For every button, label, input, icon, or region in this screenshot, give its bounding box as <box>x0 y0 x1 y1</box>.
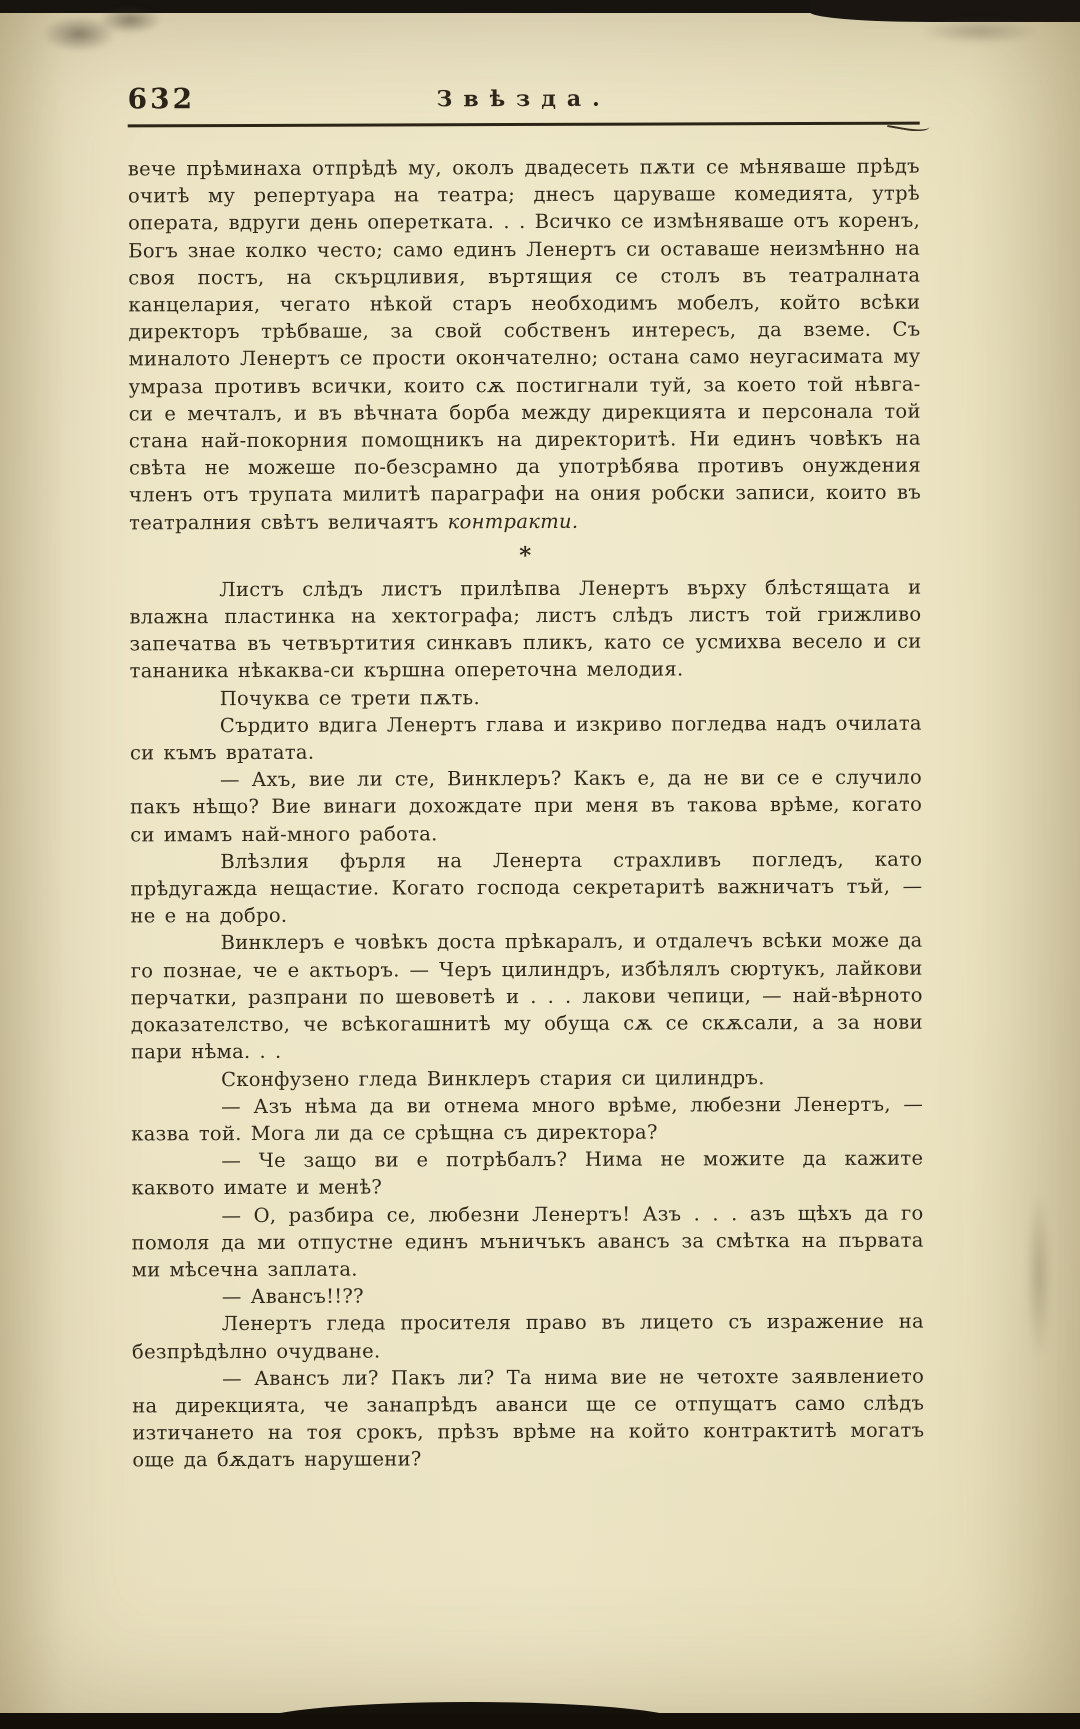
paragraph-dialogue: — Авансъ!!?? <box>221 1284 364 1309</box>
paper-stain <box>1026 1190 1052 1360</box>
scan-edge-top <box>0 0 1080 13</box>
paragraph-dialogue: — Азъ нѣма да ви отнема много врѣме, любезни Ленертъ, — казва той. Мога ли да се срѣщна съ директора? <box>131 1092 924 1146</box>
section-separator-asterisk: * <box>519 541 532 569</box>
paragraph-continuation <box>128 153 921 537</box>
paper-stain <box>98 6 162 34</box>
scan-edge-bottom <box>0 1713 1080 1729</box>
page-content <box>128 77 925 1474</box>
paragraph: Винклеръ е човѣкъ доста прѣкаралъ, и отдалечъ всѣки може да го познае, че е актьоръ. — Черъ цилиндръ, избѣлялъ сюртукъ, лайкови перчатки, разпрани по шевоветѣ и . . . лакови чепици, — най-вѣрното доказателство, че всѣкогашнитѣ му обуща сѫ се скѫсали, а за нови пари нѣма. . . <box>130 929 923 1064</box>
paragraph-dialogue: — Ахъ, вие ли сте, Винклеръ? Какъ е, да не ви се е случило пакъ нѣщо? Вие винаги дохождате при меня въ такова врѣме, когато си имамъ най-много работа. <box>130 765 923 847</box>
paragraph: Влѣзлия фърля на Ленерта страхливъ погледъ, като прѣдугажда нещастие. Когато господа секретаритѣ важничатъ тъй, — не е на добро. <box>130 847 923 928</box>
paragraph: Сконфузено гледа Винклеръ стария си цилиндръ. <box>221 1065 765 1091</box>
paper-stain <box>920 18 1040 44</box>
page-header <box>128 77 920 116</box>
header-rule <box>128 122 920 128</box>
paragraph: Листъ слѣдъ листъ прилѣпва Ленертъ върху блѣстящата и влажна пластинка на хектографа; листъ слѣдъ листъ той грижливо запечатва въ четвъртития синкавъ пликъ, като се усмихва весело и си тананика нѣкаква-си кършна опереточна мелодия. <box>129 575 922 683</box>
paragraph-dialogue: — О, разбира се, любезни Ленертъ! Азъ . . . азъ щѣхъ да го помоля да ми отпустне единъ мъничъкъ авансъ за смѣтка на първата ми мѣсечна заплата. <box>131 1201 924 1282</box>
scan-edge-top-right <box>810 0 1080 22</box>
paragraph-dialogue: — Че защо ви е потрѣбалъ? Нима не можите да кажите каквото имате и менѣ? <box>131 1146 924 1200</box>
page-number: 632 <box>127 82 196 116</box>
paragraph: Ленертъ гледа просителя право въ лицето съ изражение на безпрѣдѣлно очудване. <box>131 1309 924 1363</box>
paragraph-text: вече прѣминаха отпрѣдѣ му, околъ двадесеть пѫти се мѣняваше прѣдъ очитѣ му репертуара на театра; днесъ царуваше комедията, утрѣ операта, вдруги день оперетката. . . Всичко се измѣняваше отъ коренъ, Богъ знае колко често; само единъ Ленертъ си оставаше неизмѣнно на своя постъ, на скърцливия, въртящия се столъ въ театралната канцелария, чегато нѣкой старъ необходимъ мобелъ, който всѣки директоръ трѣбваше, за свой собственъ интересъ, да вземе. Съ миналото Ленертъ се прости окончателно; остана само неугасимата му умраза противъ всички, които сѫ постигнали туй, за което той нѣвга-си е мечталъ, и въ вѣчната борба между дирекцията и персонала той стана най-покорния помощникъ на директоритѣ. Ни единъ човѣкъ на свѣта не можеше по-безсрамно да употрѣбява противъ онуждения членъ отъ трупата милитѣ параграфи на ония робски записи, които въ театралния свѣтъ величаятъ <box>127 154 922 535</box>
body-text <box>128 153 925 1474</box>
scan-edge-bottom-bump <box>255 1702 685 1729</box>
paper-stain <box>42 16 116 52</box>
paragraph: Почуква се трети пѫть. <box>219 685 480 710</box>
paragraph: Сърдито вдига Ленертъ глава и изкриво погледва надъ очилата си къмъ вратата. <box>129 711 922 765</box>
paragraph-italic-word: контракти. <box>447 509 579 533</box>
paragraph-dialogue: — Авансъ ли? Пакъ ли? Та нима вие не четохте заявлението на дирекцията, че занапрѣдъ аванси ще се отпущатъ само слѣдъ изтичането на тоя срокъ, прѣзъ врѣме на който контрактитѣ могатъ още да бѫдатъ нарушени? <box>132 1364 925 1472</box>
journal-title: Звѣзда. <box>436 85 611 113</box>
